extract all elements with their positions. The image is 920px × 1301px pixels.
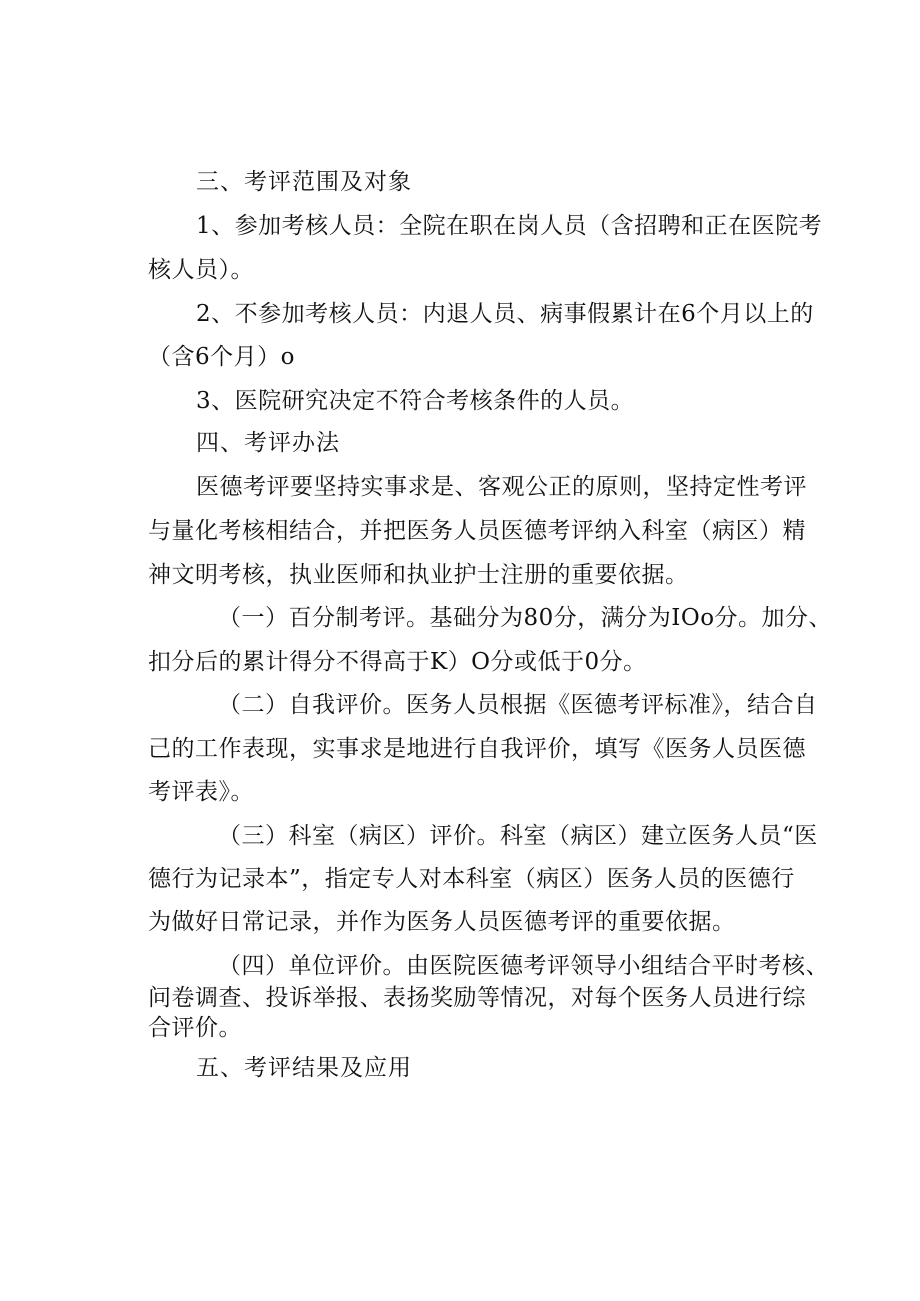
- section-4-para-4-line-3: 合评价。: [148, 1015, 242, 1041]
- section-3-heading: 三、考评范围及对象: [196, 169, 412, 195]
- section-5-heading: 五、考评结果及应用: [196, 1055, 412, 1081]
- section-4-para-3-line-2: 德行为记录本”，指定专人对本科室（病区）医务人员的医德行: [148, 866, 795, 892]
- section-4-heading: 四、考评办法: [196, 430, 340, 456]
- section-4-para-4-line-2: 问卷调查、投诉举报、表扬奖励等情况，对每个医务人员进行综: [148, 985, 806, 1011]
- section-4-para-1-line-2: 扣分后的累计得分不得高于K）O分或低于0分。: [148, 649, 647, 675]
- section-4-intro-line-2: 与量化考核相结合，并把医务人员医德考评纳入科室（病区）精: [148, 518, 806, 544]
- section-4-para-3-line-1: （三）科室（病区）评价。科室（病区）建立医务人员“医: [218, 823, 818, 849]
- section-3-item-3: 3、医院研究决定不符合考核条件的人员。: [196, 388, 635, 414]
- section-3-item-1-line-1: 1、参加考核人员：全院在职在岗人员（含招聘和正在医院考: [196, 213, 823, 239]
- section-4-para-2-line-2: 己的工作表现，实事求是地进行自我评价，填写《医务人员医德: [148, 736, 806, 762]
- section-4-para-1-line-1: （一）百分制考评。基础分为80分，满分为IOo分。加分、: [218, 605, 833, 631]
- section-4-para-4-line-1: （四）单位评价。由医院医德考评领导小组结合平时考核、: [218, 953, 829, 979]
- section-4-intro-line-3: 神文明考核，执业医师和执业护士注册的重要依据。: [148, 562, 689, 588]
- section-3-item-2-line-2: （含6个月）o: [148, 344, 295, 370]
- section-3-item-1-line-2: 核人员）。: [148, 257, 254, 283]
- section-4-para-2-line-1: （二）自我评价。医务人员根据《医德考评标准》，结合自: [218, 692, 818, 718]
- section-3-item-2-line-1: 2、不参加考核人员：内退人员、病事假累计在6个月以上的: [196, 301, 814, 327]
- section-4-para-2-line-3: 考评表》。: [148, 779, 254, 805]
- section-4-para-3-line-3: 为做好日常记录，并作为医务人员医德考评的重要依据。: [148, 909, 736, 935]
- section-4-intro-line-1: 医德考评要坚持实事求是、客观公正的原则，坚持定性考评: [196, 474, 807, 500]
